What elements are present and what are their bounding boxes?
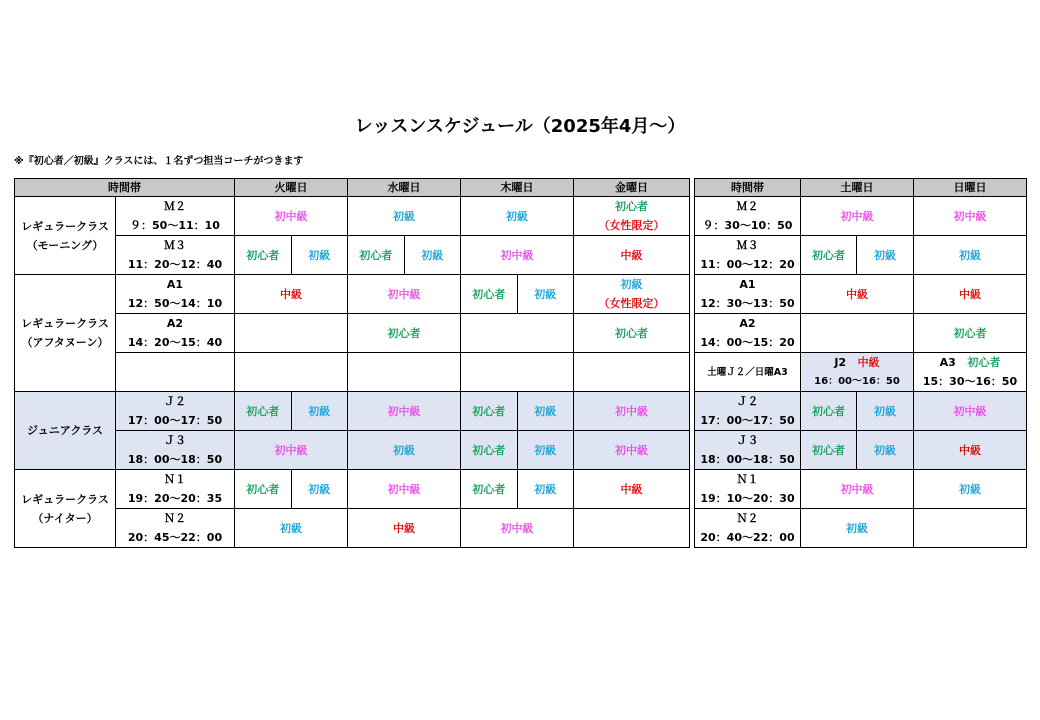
empty-cell [461,314,574,353]
header-time-slot: 時間帯 [695,179,801,197]
lesson-level: 初心者 [801,431,857,470]
weekend-schedule-table [694,178,1027,548]
lesson-level: 初級 [857,431,914,470]
lesson-level: 初中級 [461,236,574,275]
slot-cell [116,275,235,314]
slot-code: J2 [834,356,847,369]
lesson-level: 初心者 [914,314,1027,353]
group-label-afternoon: レギュラークラス（アフタヌーン） [15,275,116,392]
lesson-level: 初心者 [472,482,506,496]
table-row [15,314,690,353]
lesson-level: 中級 [348,509,461,548]
slot-cell [116,314,235,353]
lesson-level: 初級 [348,431,461,470]
lesson-level: 初心者 [967,356,1001,369]
lesson-cell [461,431,574,470]
slot-time: 20：45～22：00 [127,531,223,544]
table-row [695,197,1027,236]
empty-cell [574,353,690,392]
slot-time: 17：00～17：50 [700,414,795,427]
lesson-level: 初級 [291,392,348,430]
table-row [15,431,690,470]
lesson-level: 初心者 [472,404,506,418]
lesson-level: 初級 [801,509,914,548]
group-label-night: レギュラークラス（ナイター） [15,470,116,548]
slot-time: 18：00～18：50 [127,453,223,466]
slot-code: A3 [939,356,956,369]
lesson-cell [461,392,574,431]
table-row [695,509,1027,548]
lesson-cell [235,470,348,509]
lesson-level: 中級 [914,275,1027,314]
slot-time: 17：00～17：50 [127,414,223,427]
table-row [695,392,1027,431]
lesson-level: 初中級 [348,392,461,431]
lesson-level: 初心者 [801,392,857,431]
lesson-level: 初心者 [348,314,461,353]
header-row [695,179,1027,197]
lesson-level: 初級 [235,509,348,548]
slot-time: 20：40～22：00 [700,531,795,544]
lesson-level: 中級 [801,275,914,314]
lesson-level: 初級 [517,431,574,469]
lesson-level: 初心者 [615,200,648,213]
slot-time: 18：00～18：50 [700,453,795,466]
slot-code: Ｍ２ [164,200,186,213]
slot-time: 14：20～15：40 [127,336,223,349]
slot-cell [695,236,801,275]
empty-cell [348,353,461,392]
slot-code: A2 [166,317,184,330]
table-row [15,353,690,392]
slot-code: Ｍ３ [164,239,186,252]
slot-time: 16：00～16：50 [814,376,900,387]
slot-cell [695,470,801,509]
special-slot-label: 土曜Ｊ２／日曜A3 [695,353,801,392]
slot-time: 14：00～15：20 [700,336,795,349]
slot-code: Ｊ２ [736,395,759,408]
slot-code: A2 [739,317,756,330]
lesson-level: 初中級 [348,470,461,509]
slot-code: Ｊ２ [164,395,186,408]
lesson-cell [348,236,461,275]
lesson-level: 初級 [914,470,1027,509]
table-row [695,470,1027,509]
table-row [15,275,690,314]
lesson-level: 初中級 [914,392,1027,431]
table-row [15,236,690,275]
lesson-level: 初級 [404,236,461,274]
lesson-level: 初級 [857,392,914,431]
lesson-level: 初中級 [348,275,461,314]
lesson-level: 中級 [235,275,348,314]
lesson-level: 初中級 [914,197,1027,236]
slot-cell [116,197,235,236]
lesson-level: 初級 [291,236,348,274]
lesson-level: 初心者 [246,248,280,262]
header-row [15,179,690,197]
table-row [695,275,1027,314]
slot-code: Ｎ１ [164,473,186,486]
slot-cell [116,431,235,470]
slot-code: Ｎ２ [736,512,759,525]
slot-code: A1 [739,278,756,291]
lesson-level: 初心者 [472,287,506,301]
header-friday: 金曜日 [574,179,690,197]
slot-cell [695,392,801,431]
slot-cell [695,431,801,470]
slot-cell [695,509,801,548]
coach-note: ※『初心者／初級』クラスには、１名ずつ担当コーチがつきます [14,156,304,167]
slot-time: 12：50～14：10 [127,297,223,310]
table-row [695,236,1027,275]
lesson-level: 初心者 [246,404,280,418]
slot-time: 11：20～12：40 [127,258,223,271]
lesson-level: 初心者 [359,248,393,262]
group-label-junior: ジュニアクラス [15,392,116,470]
slot-code: Ｎ１ [736,473,759,486]
lesson-level: 初中級 [801,197,914,236]
women-only-note: （女性限定） [598,297,665,310]
table-row [15,509,690,548]
slot-cell [116,470,235,509]
lesson-cell [461,275,574,314]
empty-cell [574,509,690,548]
page-title: レッスンスケジュール（2025年4月～） [354,116,686,137]
weekday-schedule-table [14,178,690,548]
table-row [15,197,690,236]
slot-time: 11：00～12：20 [700,258,795,271]
slot-cell [116,392,235,431]
lesson-level: 中級 [574,236,690,275]
lesson-cell [235,392,348,431]
lesson-level: 初中級 [574,392,690,431]
empty-cell [235,353,348,392]
table-row [695,353,1027,392]
slot-time: 12：30～13：50 [700,297,795,310]
lesson-level: 初級 [291,470,348,508]
empty-cell [235,314,348,353]
header-time-slot: 時間帯 [15,179,235,197]
lesson-level: 初心者 [574,314,690,353]
slot-code: Ｎ２ [164,512,186,525]
lesson-level: 初級 [914,236,1027,275]
lesson-level: 初中級 [801,470,914,509]
lesson-cell [574,197,690,236]
slot-time: 19：20～20：35 [127,492,223,505]
saturday-j2-cell [801,353,914,392]
lesson-level: 初級 [857,236,914,275]
slot-cell [695,197,801,236]
slot-time: 15：30～16：50 [922,375,1018,388]
slot-code: Ｊ３ [164,434,186,447]
table-row [15,470,690,509]
lesson-level: 初級 [517,470,574,508]
slot-code: A1 [166,278,184,291]
slot-time: 19：10～20：30 [700,492,795,505]
empty-cell [914,509,1027,548]
lesson-level: 初級 [348,197,461,236]
lesson-level: 初級 [517,392,574,430]
header-wednesday: 水曜日 [348,179,461,197]
lesson-level: 初級 [517,275,574,313]
lesson-cell [235,236,348,275]
slot-cell [116,509,235,548]
slot-cell [116,236,235,275]
slot-cell [695,275,801,314]
lesson-level: 初中級 [235,197,348,236]
group-label-morning: レギュラークラス（モーニング） [15,197,116,275]
empty-cell [461,353,574,392]
table-row [15,392,690,431]
lesson-level: 中級 [857,356,880,369]
lesson-level: 中級 [914,431,1027,470]
header-saturday: 土曜日 [801,179,914,197]
lesson-level: 初級 [620,278,643,291]
table-row [695,431,1027,470]
header-thursday: 木曜日 [461,179,574,197]
slot-cell [695,314,801,353]
empty-cell [116,353,235,392]
table-row [695,314,1027,353]
lesson-level: 初心者 [246,482,280,496]
slot-code: Ｍ２ [736,200,759,213]
lesson-cell [574,275,690,314]
lesson-level: 初中級 [574,431,690,470]
empty-cell [801,314,914,353]
lesson-level: 初級 [461,197,574,236]
lesson-level: 初心者 [801,236,857,275]
lesson-level: 中級 [574,470,690,509]
lesson-level: 初中級 [235,431,348,470]
lesson-level: 初心者 [472,443,506,457]
slot-time: ９：30～10：50 [702,219,793,232]
slot-time: ９：50～11：10 [130,219,220,232]
header-tuesday: 火曜日 [235,179,348,197]
header-sunday: 日曜日 [914,179,1027,197]
lesson-level: 初中級 [461,509,574,548]
slot-code: Ｊ３ [736,434,759,447]
slot-code: Ｍ３ [736,239,759,252]
lesson-cell [461,470,574,509]
women-only-note: （女性限定） [598,219,665,232]
sunday-a3-cell [914,353,1027,392]
